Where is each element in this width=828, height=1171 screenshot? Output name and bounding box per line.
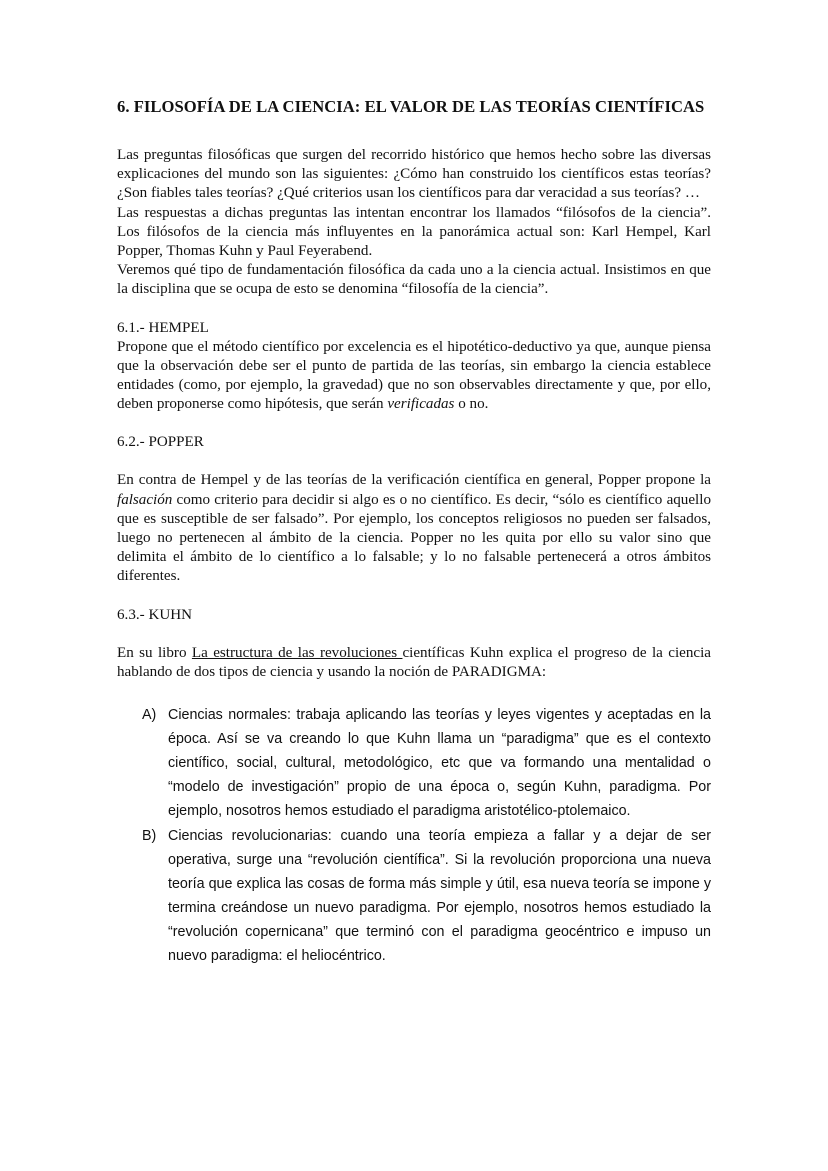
intro-paragraph-2: Las respuestas a dichas preguntas las intentan encontrar los llamados “filósofos de la ciencia”. Los filósofos de la ciencia más influyentes en la panorámica actual son: Karl Hempel, Karl Popper, Thomas Kuhn y Paul Feyerabend.: [117, 204, 711, 260]
section-heading-popper: 6.2.- POPPER: [117, 434, 204, 451]
hempel-paragraph: [117, 338, 711, 415]
kuhn-book-title: La estructura de las revoluciones: [191, 644, 403, 661]
popper-text-after: como criterio para decidir si algo es o no científico. Es decir, “sólo es científico aquello que es susceptible de ser falsado”. Por ejemplo, los conceptos religiosos no pueden ser falsados, luego no pertenecen al ámbito de la ciencia. Popper no les quita por ello su valor sino que delimita el ámbito de lo científico a lo falsable; y lo no falsable pertenecerá a otros ámbitos diferentes.: [117, 491, 711, 585]
document-page: [117, 96, 711, 968]
hempel-emphasis: verificadas: [387, 396, 455, 413]
popper-paragraph: [117, 471, 711, 586]
kuhn-paragraph: [117, 644, 711, 682]
hempel-text-before: Propone que el método científico por excelencia es el hipotético-deductivo ya que, aunque piensa que la observación debe ser el punto de partida de las teorías, sin embargo la ciencia establece entidades (como, por ejemplo, la gravedad) que no son observables directamente y que, por ello, deben proponerse como hipótesis, que serán: [117, 338, 711, 413]
popper-text-before: En contra de Hempel y de las teorías de la verificación científica en general, Popper propone la: [117, 472, 711, 489]
list-item-text: Ciencias revolucionarias: cuando una teoría empieza a fallar y a dejar de ser operativa, surge una “revolución científica”. Si la revolución proporciona una nueva teoría que explica las cosas de forma más simple y útil, esa nueva teoría se impone y termina creándose un nuevo paradigma. Por ejemplo, nosotros hemos estudiado la “revolución copernicana” que terminó con el paradigma geocéntrico e impuso un nuevo paradigma: el heliocéntrico.: [168, 827, 711, 964]
intro-paragraph-1: Las preguntas filosóficas que surgen del recorrido histórico que hemos hecho sobre las diversas explicaciones del mundo son las siguientes: ¿Cómo han construido los científicos estas teorías? ¿Son fiables tales teorías? ¿Qué criterios usan los científicos para dar veracidad a sus teorías? …: [117, 147, 711, 202]
list-item-text: Ciencias normales: trabaja aplicando las teorías y leyes vigentes y aceptadas en la época. Así se va creando lo que Kuhn llama un “paradigma” que es el contexto científico, social, cultural, metodológico, etc que va formando una mentalidad o “modelo de investigación” propio de una época o, según Kuhn, paradigma. Por ejemplo, nosotros hemos estudiado el paradigma aristotélico-ptolemaico.: [168, 707, 711, 820]
intro-paragraph-3: Veremos qué tipo de fundamentación filosófica da cada uno a la ciencia actual. Insistimos en que la disciplina que se ocupa de esto se denomina “filosofía de la ciencia”.: [117, 262, 711, 298]
kuhn-text-before: En su libro: [117, 644, 192, 661]
kuhn-text-after: científicas Kuhn explica el progreso de la ciencia hablando de dos tipos de ciencia y usando la noción de PARADIGMA:: [117, 644, 711, 680]
kuhn-list: [117, 703, 711, 968]
list-item: [117, 824, 711, 969]
page-title: 6. FILOSOFÍA DE LA CIENCIA: EL VALOR DE LAS TEORÍAS CIENTÍFICAS: [117, 97, 705, 116]
popper-emphasis: falsación: [117, 491, 173, 508]
list-item: [117, 703, 711, 823]
list-item-marker: B): [142, 827, 157, 844]
hempel-text-after: o no.: [454, 396, 489, 413]
section-heading-hempel: 6.1.- HEMPEL: [117, 319, 209, 336]
list-item-marker: A): [142, 707, 157, 724]
section-heading-kuhn: 6.3.- KUHN: [117, 606, 193, 623]
